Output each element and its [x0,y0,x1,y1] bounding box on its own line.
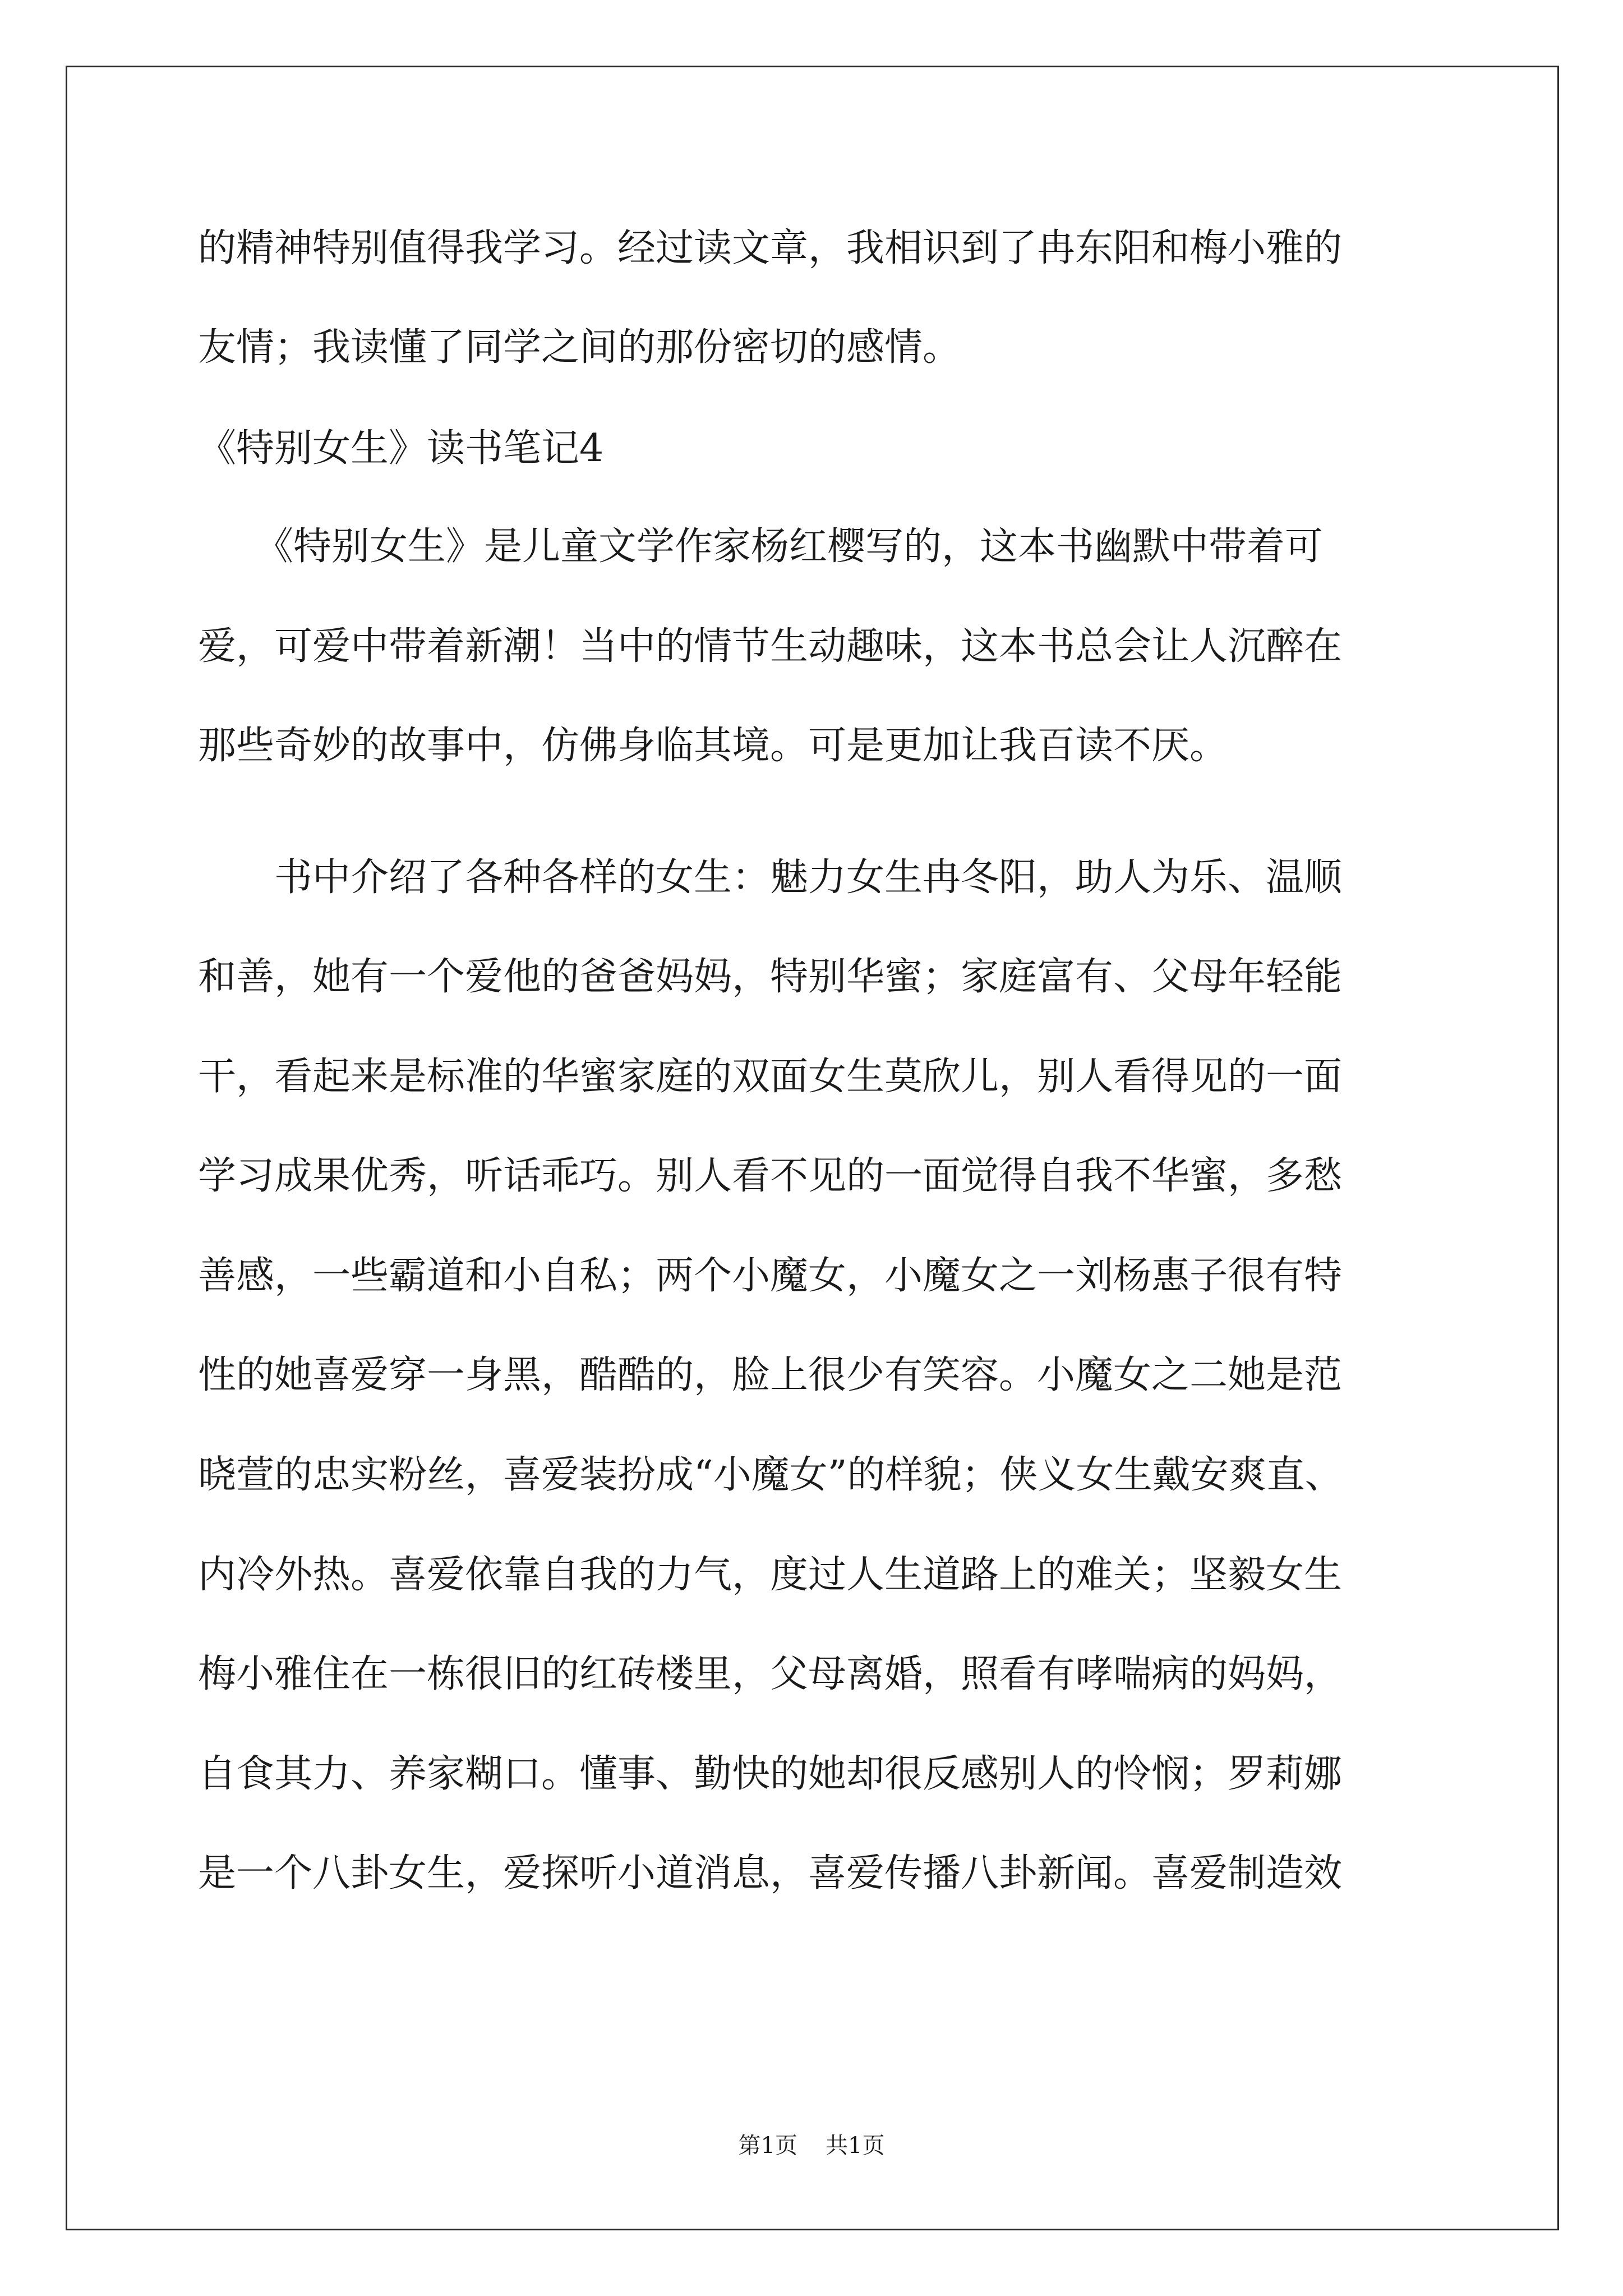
text-line: 晓萱的忠实粉丝，喜爱装扮成“小魔女”的样貌；侠义女生戴安爽直、 [198,1453,1343,1497]
text-line: 梅小雅住在一栋很旧的红砖楼里，父母离婚，照看有哮喘病的妈妈， [198,1652,1343,1696]
text-line: 爱，可爱中带着新潮！当中的情节生动趣味，这本书总会让人沉醉在 [198,624,1343,669]
text-line: 善感，一些霸道和小自私；两个小魔女，小魔女之一刘杨惠子很有特 [198,1254,1343,1298]
page-number: 第1页 [738,2133,797,2159]
text-line: 《特别女生》是儿童文学作家杨红樱写的，这本书幽默中带着可 [198,524,1324,569]
text-line: 是一个八卦女生，爱探听小道消息，喜爱传播八卦新闻。喜爱制造效 [198,1851,1343,1895]
text-line: 自食其力、养家糊口。懂事、勤快的她却很反感别人的怜悯；罗莉娜 [198,1752,1343,1796]
text-line: 书中介绍了各种各样的女生：魅力女生冉冬阳，助人为乐、温顺 [198,855,1343,900]
text-line: 的精神特别值得我学习。经过读文章，我相识到了冉东阳和梅小雅的 [198,226,1343,270]
text-line: 学习成果优秀，听话乖巧。别人看不见的一面觉得自我不华蜜，多愁 [198,1154,1343,1198]
section-heading: 《特别女生》读书笔记4 [198,426,604,471]
text-line: 内冷外热。喜爱依靠自我的力气，度过人生道路上的难关；坚毅女生 [198,1553,1343,1597]
text-line: 友情；我读懂了同学之间的那份密切的感情。 [198,325,961,370]
text-line: 性的她喜爱穿一身黑，酷酷的，脸上很少有笑容。小魔女之二她是范 [198,1353,1343,1397]
page-total: 共1页 [826,2133,885,2159]
text-line: 干，看起来是标准的华蜜家庭的双面女生莫欣儿，别人看得见的一面 [198,1055,1343,1099]
page-border [66,66,1559,2230]
page-footer [0,2130,1623,2161]
text-line: 那些奇妙的故事中，仿佛身临其境。可是更加让我百读不厌。 [198,724,1228,768]
text-line: 和善，她有一个爱他的爸爸妈妈，特别华蜜；家庭富有、父母年轻能 [198,955,1343,999]
